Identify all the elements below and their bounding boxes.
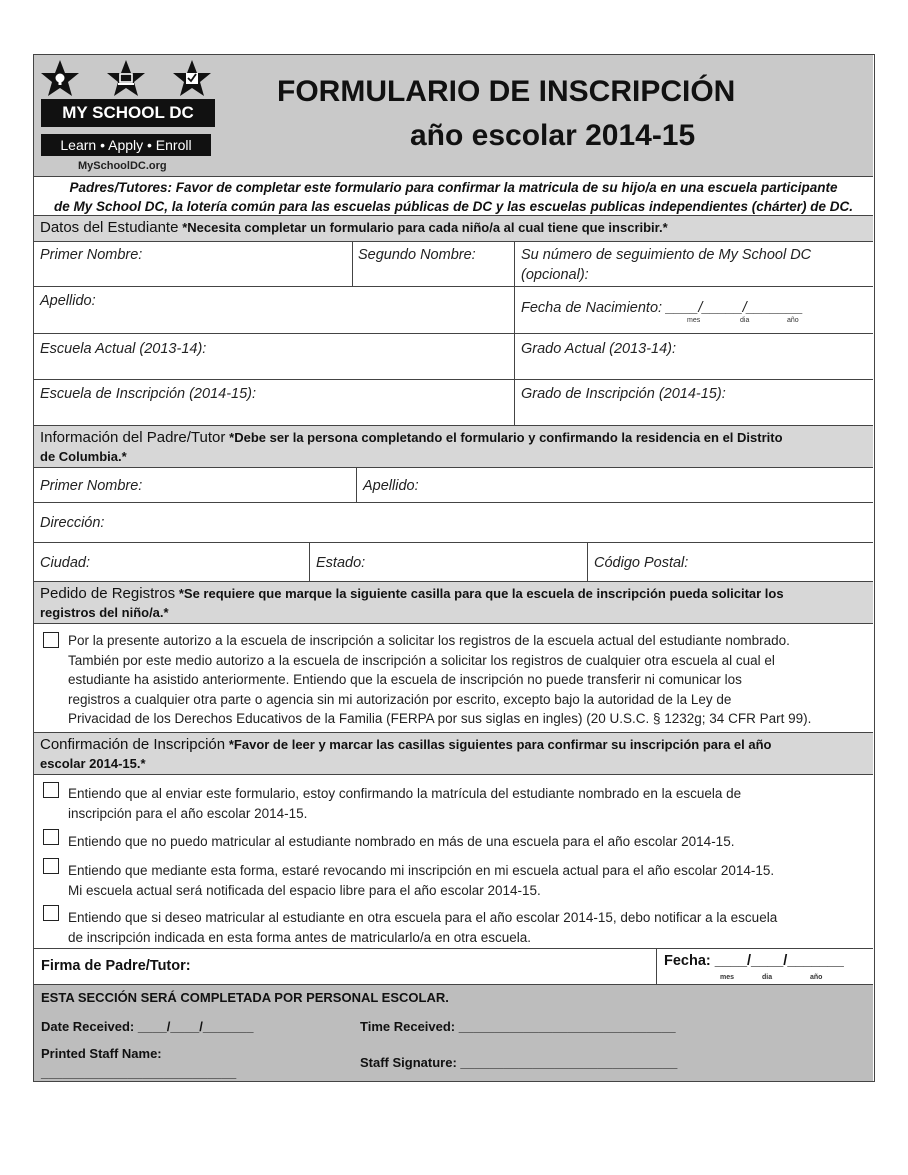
signature-date-field[interactable]: Fecha: ____/____/_______ <box>664 953 844 969</box>
confirm-text-line: Mi escuela actual será notificada del espacio libre para el año escolar 2014-15. <box>68 882 541 898</box>
records-section-title: Pedido de Registros <box>40 585 176 602</box>
confirm-item-1-checkbox[interactable] <box>43 782 59 798</box>
confirm-text-line: de inscripción indicada en esta forma antes de matricularlo/a en otra escuela. <box>68 929 532 945</box>
student-section-title: Datos del Estudiante <box>40 219 179 236</box>
form-title: FORMULARIO DE INSCRIPCIÓN <box>277 75 736 108</box>
logo-stars-icon <box>40 59 216 99</box>
enroll-school-field[interactable]: Escuela de Inscripción (2014-15): <box>40 386 257 402</box>
divider <box>34 502 873 503</box>
divider <box>34 948 873 949</box>
confirm-text-line: Entiendo que al enviar este formulario, estoy confirmando la matrícula del estudiante nombrado en la escuela de <box>68 786 742 801</box>
confirm-item-4-checkbox[interactable] <box>43 905 59 921</box>
records-section-header <box>34 581 873 624</box>
logo-name: MY SCHOOL DC <box>41 99 215 127</box>
state-field[interactable]: Estado: <box>316 555 366 571</box>
confirm-text-line: Entiendo que mediante esta forma, estaré revocando mi inscripción en mi escuela actual para el año escolar 2014-15. <box>68 863 775 878</box>
signature-date-year-label: año <box>810 974 823 981</box>
parent-section-header <box>34 425 873 468</box>
confirm-item-3-checkbox[interactable] <box>43 858 59 874</box>
records-text-line: Por la presente autorizo a la escuela de inscripción a solicitar los registros de la escuela actual del estudiante nombrado. <box>68 633 790 648</box>
logo-tagline: Learn • Apply • Enroll <box>41 134 211 156</box>
records-section-note-1: *Se requiere que marque la siguiente casilla para que la escuela de inscripción pueda solicitar los <box>178 586 784 601</box>
records-text-line: estudiante ha asistido anteriormente. Entiendo que la escuela de inscripción no puede transferir ni comunicar los <box>68 672 742 687</box>
records-text-line: También por este medio autorizo a la escuela de inscripción a solicitar los registros de cualquier otra escuela al cual el <box>68 652 775 668</box>
parent-section-note-2: de Columbia.* <box>40 449 127 464</box>
divider <box>34 379 873 380</box>
records-text-line: registros a cualquier otra parte o agencia sin mi autorización por escrito, excepto bajo la autoridad de la Ley de <box>68 691 732 707</box>
city-field[interactable]: Ciudad: <box>40 555 90 571</box>
confirm-item-2-checkbox[interactable] <box>43 829 59 845</box>
divider <box>34 286 873 287</box>
confirm-item-1-text <box>68 784 868 823</box>
parent-first-name-field[interactable]: Primer Nombre: <box>40 478 143 494</box>
printed-staff-name-label: Printed Staff Name: <box>41 1046 162 1061</box>
records-section-note-2: registros del niño/a.* <box>40 605 169 620</box>
intro-line-2: de My School DC, la lotería común para las escuelas públicas de DC y las escuelas publicas independientes (chárter) de DC. <box>53 199 853 214</box>
tracking-label-2: (opcional): <box>521 267 589 283</box>
form-subtitle: año escolar 2014-15 <box>410 119 696 152</box>
student-section-note: *Necesita completar un formulario para cada niño/a al cual tiene que inscribir.* <box>182 220 668 235</box>
time-received-field[interactable]: Time Received: ______________________________ <box>360 1019 676 1034</box>
student-middle-name-field[interactable]: Segundo Nombre: <box>358 247 476 263</box>
confirm-section-note-1: *Favor de leer y marcar las casillas siguientes para confirmar su inscripción para el año <box>228 737 772 752</box>
divider <box>34 542 873 543</box>
parent-section-note-1: *Debe ser la persona completando el formulario y confirmando la residencia en el Distrito <box>229 430 783 445</box>
divider <box>656 948 657 984</box>
confirm-item-4-text <box>68 908 868 947</box>
parent-signature-field[interactable]: Firma de Padre/Tutor: <box>41 958 191 974</box>
student-section-header <box>34 215 873 242</box>
dob-day-label: dia <box>740 317 750 324</box>
current-grade-field[interactable]: Grado Actual (2013-14): <box>521 341 677 357</box>
divider <box>34 333 873 334</box>
zip-field[interactable]: Código Postal: <box>594 555 689 571</box>
intro-line-1: Padres/Tutores: Favor de completar este formulario para confirmar la matricula de su hijo/a en una escuela participante <box>69 180 838 195</box>
confirm-item-3-text <box>68 861 868 900</box>
confirm-text-line: Entiendo que si deseo matricular al estudiante en otra escuela para el año escolar 2014-15, debo notificar a la escuela <box>68 910 778 925</box>
signature-date-month-label: mes <box>720 974 735 981</box>
signature-date-day-label: dia <box>762 974 773 981</box>
address-field[interactable]: Dirección: <box>40 515 105 531</box>
records-authorization-checkbox[interactable] <box>43 632 59 648</box>
confirm-item-2-text <box>68 832 868 852</box>
confirm-section-note-2: escolar 2014-15.* <box>40 756 146 771</box>
confirm-text-line: inscripción para el año escolar 2014-15. <box>68 805 308 821</box>
confirm-section-header <box>34 732 873 775</box>
parent-section-title: Información del Padre/Tutor <box>40 429 226 446</box>
enrollment-form <box>33 54 875 1082</box>
tracking-number-field[interactable] <box>515 242 873 288</box>
dob-year-label: año <box>787 317 799 324</box>
tracking-label-1: Su número de seguimiento de My School DC <box>521 247 812 263</box>
dob-month-label: mes <box>687 317 701 324</box>
enroll-grade-field[interactable]: Grado de Inscripción (2014-15): <box>521 386 726 402</box>
date-received-field[interactable]: Date Received: ____/____/_______ <box>41 1019 254 1034</box>
confirm-text-line: Entiendo que no puedo matricular al estudiante nombrado en más de una escuela para el año escolar 2014-15. <box>68 834 735 849</box>
intro-text <box>34 176 873 216</box>
printed-staff-name-field[interactable]: ___________________________ <box>41 1065 237 1080</box>
student-first-name-field[interactable]: Primer Nombre: <box>40 247 143 263</box>
records-text-line: Privacidad de los Derechos Educativos de la Familia (FERPA por sus siglas en ingles) (20 U.S.C. § 1232g; 34 CFR Part 99). <box>68 711 812 726</box>
form-header <box>34 55 873 176</box>
logo-url: MySchoolDC.org <box>78 160 167 172</box>
current-school-field[interactable]: Escuela Actual (2013-14): <box>40 341 207 357</box>
parent-last-name-field[interactable]: Apellido: <box>363 478 419 494</box>
confirm-section-title: Confirmación de Inscripción <box>40 736 226 753</box>
student-last-name-field[interactable]: Apellido: <box>40 293 96 309</box>
staff-signature-field[interactable]: Staff Signature: ______________________________ <box>360 1055 678 1070</box>
staff-section-title: ESTA SECCIÓN SERÁ COMPLETADA POR PERSONAL ESCOLAR. <box>41 990 449 1005</box>
dob-field[interactable]: Fecha de Nacimiento: ____/_____/_______ <box>521 300 804 316</box>
staff-section <box>34 984 873 1081</box>
records-authorization-text <box>68 631 866 729</box>
